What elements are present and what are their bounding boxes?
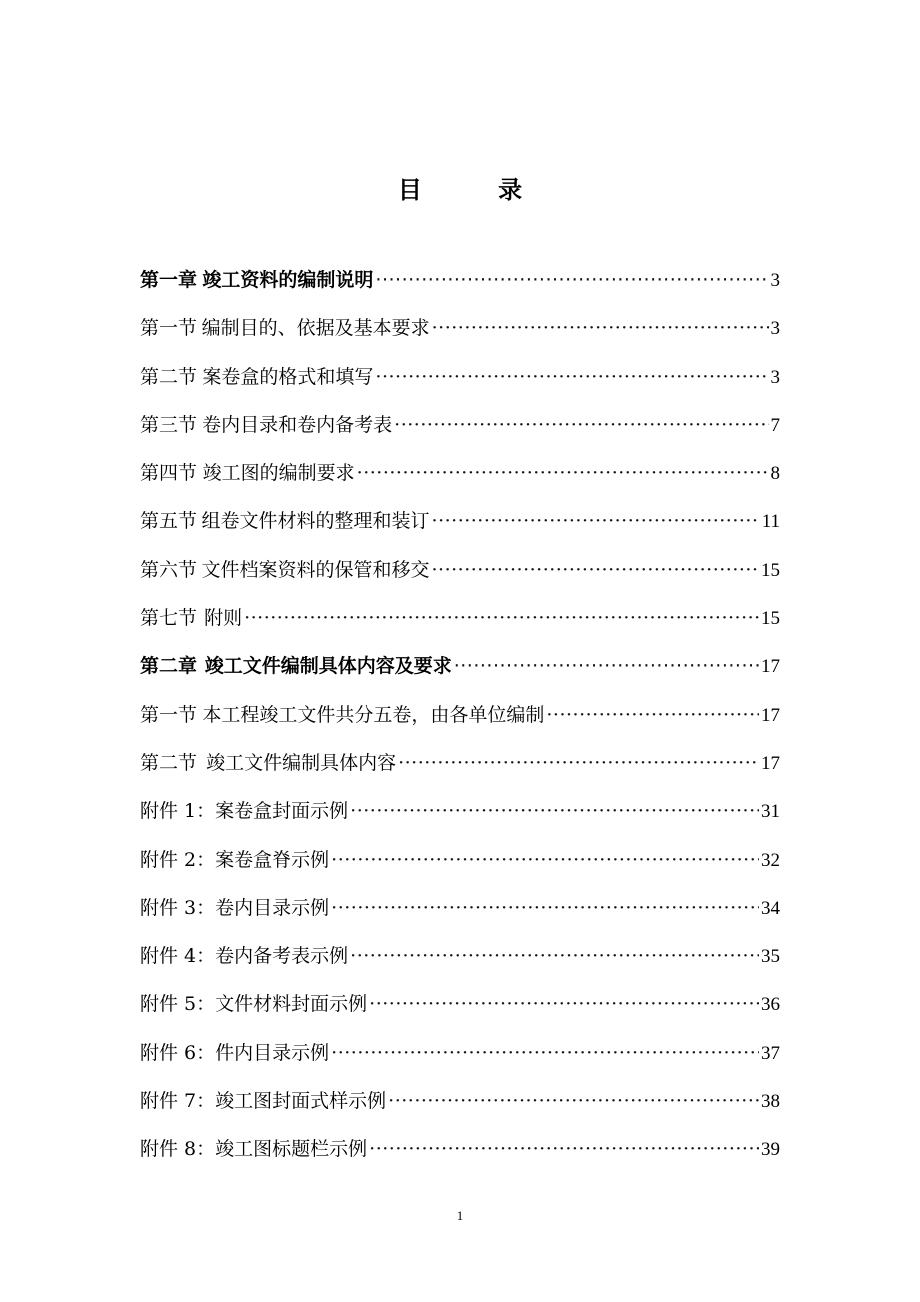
toc-entry-page: 3 [770, 318, 780, 340]
toc-entry-label: 竣工文件编制具体内容及要求 [204, 655, 452, 678]
toc-entry-prefix: 第二节 [140, 751, 198, 774]
toc-entry-label: 文件档案资料的保管和移交 [201, 558, 430, 581]
toc-dot-leader [369, 986, 759, 1022]
toc-dot-leader [546, 697, 759, 733]
page-title: 目 录 [397, 176, 557, 204]
toc-entry[interactable] [140, 359, 780, 407]
toc-entry-page: 39 [761, 1139, 780, 1161]
toc-entry[interactable] [140, 793, 780, 841]
toc-entry-page: 11 [761, 511, 780, 533]
toc-entry-prefix: 第五节 [140, 510, 198, 533]
toc-entry[interactable] [140, 503, 780, 551]
toc-entry-prefix: 第一节 [140, 317, 198, 340]
toc-entry-prefix: 第六节 [140, 558, 198, 581]
toc-dot-leader [432, 552, 759, 588]
toc-entry-page: 17 [761, 656, 780, 678]
toc-dot-leader [394, 407, 768, 443]
toc-entry-label: 竣工图封面式样示例 [215, 1090, 387, 1113]
toc-dot-leader [375, 359, 768, 395]
toc-entry-label: 文件材料封面示例 [215, 993, 368, 1016]
toc-dot-leader [244, 600, 759, 636]
toc-entry-label: 卷内目录示例 [215, 896, 330, 919]
toc-entry-prefix: 第三节 [140, 413, 198, 436]
toc-entry-page: 3 [770, 270, 780, 291]
toc-entry-label: 竣工图的编制要求 [202, 462, 355, 485]
toc-entry-label: 组卷文件材料的整理和装订 [201, 510, 430, 533]
toc-entry-label: 案卷盒封面示例 [215, 800, 349, 823]
toc-entry[interactable] [140, 890, 780, 938]
toc-entry[interactable] [140, 407, 780, 455]
toc-entry[interactable] [140, 745, 780, 793]
toc-entry-label: 卷内目录和卷内备考表 [202, 413, 393, 436]
toc-dot-leader [375, 262, 768, 298]
toc-entry-prefix: 附件 2： [140, 848, 216, 871]
toc-entry[interactable] [140, 455, 780, 503]
toc-entry-page: 36 [761, 994, 780, 1016]
toc-entry[interactable] [140, 938, 780, 986]
toc-entry-label: 件内目录示例 [215, 1041, 330, 1064]
toc-entry-page: 7 [770, 414, 780, 436]
toc-entry[interactable] [140, 1083, 780, 1131]
toc-entry-prefix: 第二节 [140, 365, 198, 388]
toc-entry-page: 8 [770, 463, 780, 485]
toc-entry-label: 本工程竣工文件共分五卷，由各单位编制 [202, 703, 545, 726]
toc-entry-prefix: 第七节 [140, 607, 198, 630]
toc-dot-leader [350, 938, 759, 974]
toc-entry-page: 15 [761, 608, 780, 630]
toc-dot-leader [398, 745, 759, 781]
toc-dot-leader [369, 1131, 759, 1167]
toc-dot-leader [350, 793, 759, 829]
toc-entry-label: 竣工资料的编制说明 [202, 269, 374, 291]
toc-entry[interactable] [140, 552, 780, 600]
toc-entry-label: 附则 [204, 607, 243, 630]
toc-entry-prefix: 第一节 [140, 703, 198, 726]
toc-dot-leader [432, 503, 760, 539]
toc-dot-leader [331, 890, 759, 926]
toc-entry-label: 竣工文件编制具体内容 [206, 751, 397, 774]
toc-entry-page: 37 [761, 1042, 780, 1064]
toc-entry-page: 32 [761, 849, 780, 871]
toc-entry-page: 35 [761, 946, 780, 968]
toc-dot-leader [331, 842, 759, 878]
toc-entry[interactable] [140, 600, 780, 648]
toc-entry-label: 竣工图标题栏示例 [215, 1138, 368, 1161]
page-number: 1 [456, 1208, 464, 1223]
toc-entry[interactable] [140, 842, 780, 890]
table-of-contents [140, 262, 780, 1180]
toc-entry-page: 17 [761, 752, 780, 774]
toc-entry-prefix: 第一章 [140, 269, 198, 291]
toc-entry-prefix: 第二章 [140, 655, 198, 678]
toc-entry-prefix: 附件 4： [140, 945, 216, 968]
toc-entry-label: 编制目的、依据及基本要求 [201, 317, 430, 340]
toc-entry-label: 案卷盒的格式和填写 [202, 365, 374, 388]
toc-dot-leader [388, 1083, 759, 1119]
toc-dot-leader [331, 1035, 759, 1071]
toc-entry-prefix: 附件 1： [140, 800, 216, 823]
toc-entry-label: 卷内备考表示例 [215, 945, 349, 968]
toc-entry-page: 38 [761, 1091, 780, 1113]
toc-dot-leader [357, 455, 769, 491]
toc-entry-page: 3 [770, 366, 780, 388]
toc-dot-leader [432, 310, 769, 346]
toc-entry-page: 31 [761, 801, 780, 823]
toc-chapter-entry[interactable] [140, 648, 780, 696]
toc-entry-page: 15 [761, 559, 780, 581]
toc-entry-prefix: 附件 8： [140, 1138, 216, 1161]
toc-entry-prefix: 附件 7： [140, 1090, 216, 1113]
toc-chapter-entry[interactable] [140, 262, 780, 310]
toc-dot-leader [454, 648, 759, 684]
toc-entry-page: 34 [761, 897, 780, 919]
toc-entry[interactable] [140, 1035, 780, 1083]
toc-entry[interactable] [140, 1131, 780, 1179]
toc-entry-page: 17 [761, 704, 780, 726]
toc-entry[interactable] [140, 986, 780, 1034]
toc-entry-label: 案卷盒脊示例 [215, 848, 330, 871]
toc-entry[interactable] [140, 310, 780, 358]
toc-entry-prefix: 附件 5： [140, 993, 216, 1016]
toc-entry-prefix: 第四节 [140, 462, 198, 485]
toc-entry[interactable] [140, 697, 780, 745]
toc-entry-prefix: 附件 6： [140, 1041, 216, 1064]
toc-entry-prefix: 附件 3： [140, 896, 216, 919]
